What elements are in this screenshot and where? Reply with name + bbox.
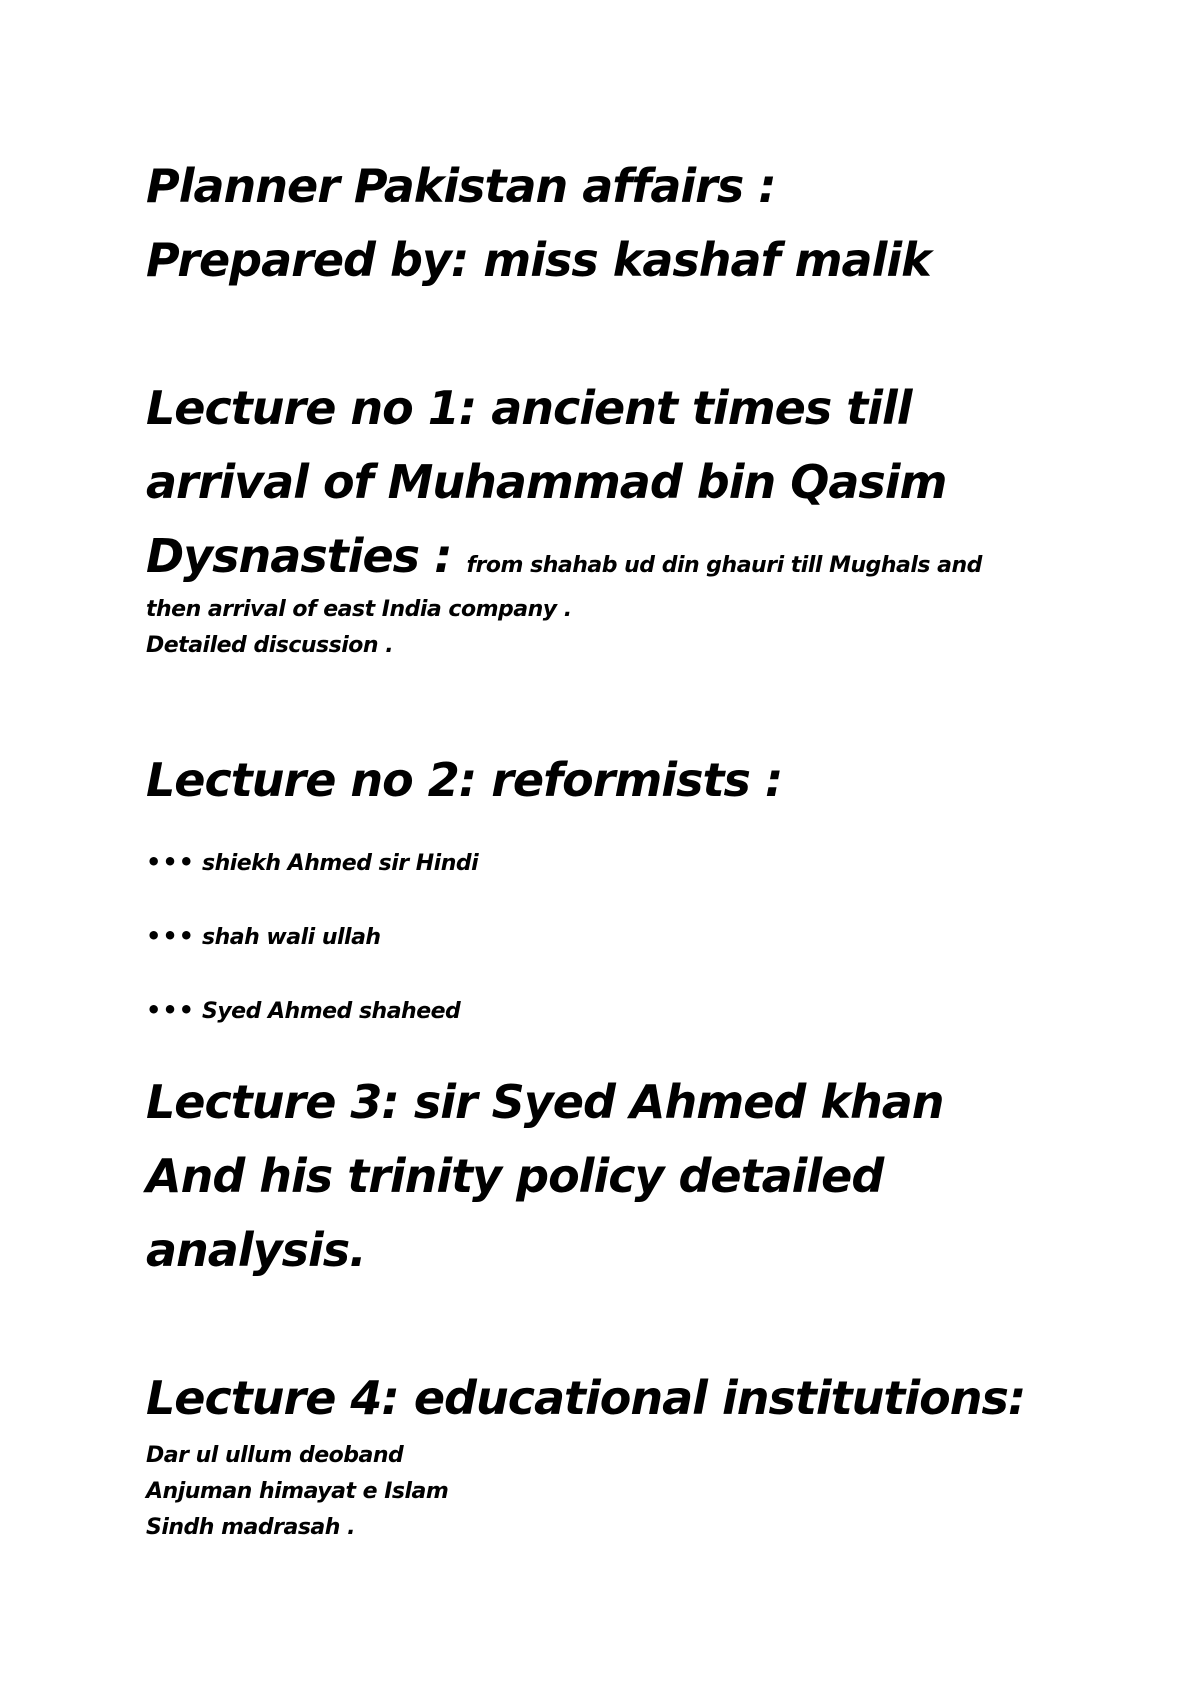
reformist-name: shiekh Ahmed sir Hindi xyxy=(202,851,479,876)
list-item xyxy=(146,848,478,878)
dynasties-text-2: then arrival of east India company . xyxy=(146,597,572,622)
bullet-icon: ••• xyxy=(146,996,196,1024)
institution-item: Dar ul ullum deoband xyxy=(146,1443,404,1468)
lecture-3-heading-line-2: And his trinity policy detailed xyxy=(146,1149,884,1203)
bullet-icon: ••• xyxy=(146,922,196,950)
dynasties-text-1: from shahab ud din ghauri till Mughals and xyxy=(466,553,982,578)
lecture-1-heading-line-2: arrival of Muhammad bin Qasim xyxy=(146,455,947,509)
institution-item: Sindh madrasah . xyxy=(146,1515,355,1540)
lecture-3-heading-line-1: Lecture 3: sir Syed Ahmed khan xyxy=(146,1075,944,1129)
author-line: Prepared by: miss kashaf malik xyxy=(146,233,931,287)
list-item xyxy=(146,996,460,1026)
dynasties-text-3: Detailed discussion . xyxy=(146,633,394,658)
dynasties-line xyxy=(146,528,982,594)
bullet-icon: ••• xyxy=(146,848,196,876)
dynasties-heading: Dysnasties : xyxy=(146,529,467,583)
lecture-3-heading-line-3: analysis. xyxy=(146,1223,366,1277)
list-item xyxy=(146,922,381,952)
lecture-1-heading-line-1: Lecture no 1: ancient times till xyxy=(146,381,912,435)
lecture-2-heading: Lecture no 2: reformists : xyxy=(146,753,783,807)
lecture-4-heading: Lecture 4: educational institutions: xyxy=(146,1371,1026,1425)
reformist-name: Syed Ahmed shaheed xyxy=(202,999,461,1024)
document-title: Planner Pakistan affairs : xyxy=(146,159,776,213)
reformist-name: shah wali ullah xyxy=(202,925,381,950)
institution-item: Anjuman himayat e Islam xyxy=(146,1479,449,1504)
